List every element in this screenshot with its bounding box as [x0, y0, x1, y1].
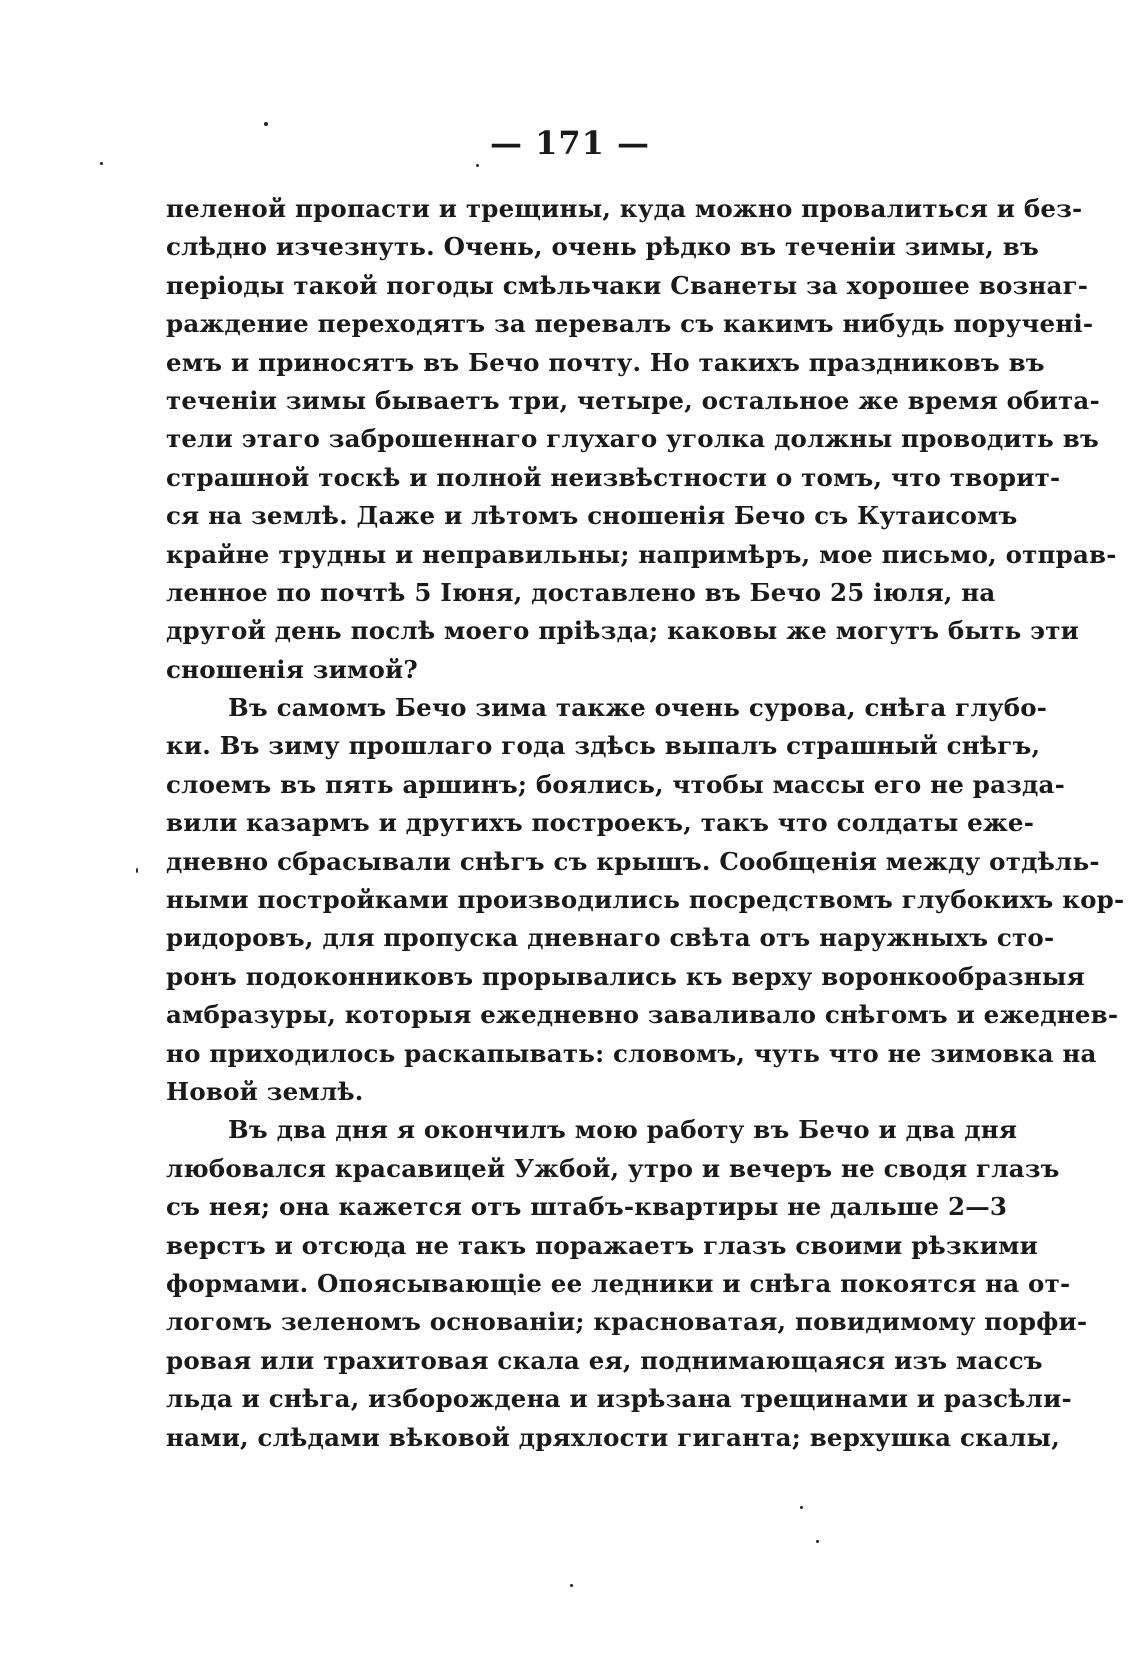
text-line: но приходилось раскапывать: словомъ, чуть что не зимовка на: [166, 1038, 1097, 1068]
text-line: тели этаго заброшеннаго глухаго уголка должны проводить въ: [166, 424, 1099, 454]
text-line: другой день послѣ моего пріѣзда; каковы же могутъ быть эти: [166, 616, 1080, 646]
text-line: логомъ зеленомъ основаніи; красноватая, повидимому порфи-: [166, 1307, 1088, 1337]
text-line: любовался красавицей Ужбой, утро и вечеръ не сводя глазъ: [166, 1153, 1060, 1183]
scan-speck: [100, 162, 103, 165]
text-line: нами, слѣдами вѣковой дряхлости гиганта; верхушка скалы,: [166, 1422, 1061, 1452]
text-line: крайне трудны и неправильны; напримѣръ, мое письмо, отправ-: [166, 539, 1117, 569]
paragraph-start-line: Въ два дня я окончилъ мою работу въ Бечо и два дня: [228, 1115, 1018, 1145]
text-line: пеленой пропасти и трещины, куда можно провалиться и без-: [166, 194, 1083, 223]
text-line: льда и снѣга, изборождена и изрѣзана трещинами и разсѣли-: [166, 1384, 1072, 1414]
scan-speck: [570, 1584, 573, 1587]
text-line: страшной тоскѣ и полной неизвѣстности о томъ, что творит-: [166, 462, 1061, 492]
text-line: ридоровъ, для пропуска дневнаго свѣта отъ наружныхъ сто-: [166, 923, 1055, 953]
text-line: сношенія зимой?: [166, 654, 418, 684]
text-line: слѣдно изчезнуть. Очень, очень рѣдко въ теченіи зимы, въ: [166, 232, 1039, 262]
text-line: формами. Опоясывающіе ее ледники и снѣга покоятся на от-: [166, 1268, 1071, 1298]
text-line: вили казармъ и другихъ построекъ, такъ что солдаты еже-: [166, 808, 1035, 838]
scan-speck: [264, 122, 268, 126]
text-line: ки. Въ зиму прошлаго года здѣсь выпалъ страшный снѣгъ,: [166, 731, 1041, 761]
scan-speck: [800, 1506, 803, 1509]
text-line: ными постройками производились посредствомъ глубокихъ кор-: [166, 885, 1125, 915]
text-line: емъ и приносятъ въ Бечо почту. Но такихъ праздниковъ въ: [166, 347, 1045, 377]
scan-speck: [136, 868, 138, 873]
text-line: съ нея; она кажется отъ штабъ-квартиры не дальше 2—3: [166, 1192, 1008, 1222]
body-text: [166, 190, 1125, 1457]
text-line: слоемъ въ пять аршинъ; боялись, чтобы массы его не разда-: [166, 769, 1065, 799]
text-line: ровая или трахитовая скала ея, поднимающаяся изъ массъ: [166, 1345, 1043, 1375]
page-number: — 171 —: [489, 124, 651, 162]
text-line: амбразуры, которыя ежедневно заваливало снѣгомъ и ежеднев-: [166, 1000, 1119, 1030]
text-line: ся на землѣ. Даже и лѣтомъ сношенія Бечо съ Кутаисомъ: [166, 501, 1018, 531]
scan-speck: [816, 1540, 819, 1543]
text-line: ленное по почтѣ 5 Іюня, доставлено въ Бечо 25 іюля, на: [166, 577, 996, 607]
text-line: ронъ подоконниковъ прорывались къ верху воронкообразныя: [166, 961, 1085, 991]
paragraph-start-line: Въ самомъ Бечо зима также очень сурова, снѣга глубо-: [228, 693, 1048, 723]
text-line: верстъ и отсюда не такъ поражаетъ глазъ своими рѣзкими: [166, 1230, 1038, 1260]
scan-speck: [476, 164, 479, 167]
text-line: теченіи зимы бываетъ три, четыре, остальное же время обита-: [166, 385, 1100, 415]
text-line: Новой землѣ.: [166, 1076, 364, 1106]
text-line: раждение переходятъ за перевалъ съ какимъ нибудь порученi-: [166, 309, 1094, 339]
text-line: дневно сбрасывали снѣгъ съ крышъ. Сообщенія между отдѣль-: [166, 846, 1100, 876]
text-line: періоды такой погоды смѣльчаки Сванеты за хорошее вознаг-: [166, 270, 1089, 300]
